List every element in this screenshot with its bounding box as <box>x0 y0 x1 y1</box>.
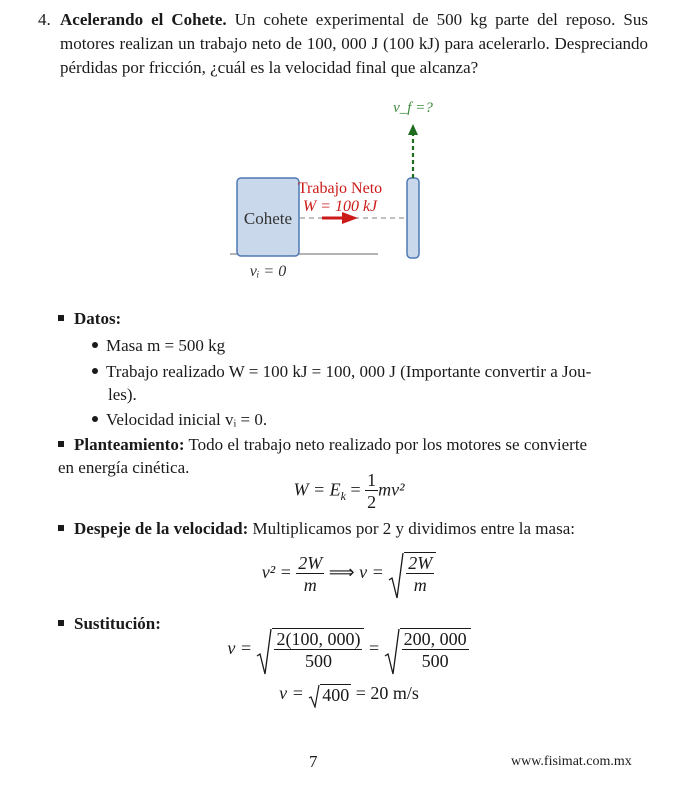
footer-url[interactable]: www.fisimat.com.mx <box>511 754 632 769</box>
square-root <box>308 684 351 706</box>
section-datos <box>58 307 648 330</box>
problem-statement <box>38 8 648 80</box>
eq-lhs: W = E <box>293 479 341 500</box>
datos-item <box>92 408 648 431</box>
section-despeje <box>58 517 648 540</box>
initial-velocity-label: vᵢ = 0 <box>249 263 287 280</box>
radical-sign-icon <box>384 628 400 676</box>
datos-heading: Datos: <box>74 309 122 328</box>
frac-num: 2(100, 000) <box>276 629 361 649</box>
dot-bullet-icon <box>92 368 98 374</box>
final-velocity-arrow-head <box>408 124 418 135</box>
frac-den: m <box>413 575 427 595</box>
fraction-half <box>365 470 378 513</box>
radical-sign-icon <box>256 628 272 676</box>
square-root <box>388 552 436 596</box>
final-position-bar <box>407 178 419 258</box>
equals-sign: = <box>368 638 384 659</box>
square-bullet-icon <box>58 525 64 531</box>
problem-text: Un cohete experimental de 500 kg parte del reposo. Sus motores realizan un trabajo neto de 100, 000 J (100 kJ) para acelerarlo. Despreciando pérdidas por fricción, ¿cuál es la velocidad final que alcanza? <box>60 10 648 77</box>
problem-number: 4. <box>38 10 51 29</box>
despeje-lhs: v² = <box>261 562 297 583</box>
radical-sign-icon <box>388 552 404 600</box>
frac-den: m <box>303 574 317 595</box>
frac-num: 200, 000 <box>403 629 467 649</box>
square-bullet-icon <box>58 315 64 321</box>
fraction-2w-m <box>296 553 324 596</box>
planteamiento-heading: Planteamiento: <box>74 435 185 454</box>
implies-symbol: ⟹ <box>328 562 360 583</box>
eq-sign: = <box>345 479 366 500</box>
radical-sign-icon <box>308 684 320 708</box>
despeje-heading: Despeje de la velocidad: <box>74 519 249 538</box>
sustitucion-heading: Sustitución: <box>74 614 161 633</box>
despeje-rhs: v = <box>359 562 389 583</box>
planteamiento-text: Todo el trabajo neto realizado por los motores se convierte <box>188 435 588 454</box>
datos-item-mass: Masa m = 500 kg <box>106 336 226 355</box>
substitution-equation <box>0 628 698 672</box>
frac-num: 2W <box>408 553 433 573</box>
frac-num: 1 <box>367 470 377 490</box>
subst-lhs: v = <box>227 638 257 659</box>
rocket-diagram <box>220 90 460 290</box>
frac-num: 2W <box>298 552 323 573</box>
result-lhs: v = <box>279 683 309 703</box>
eq-tail: mv² <box>378 479 405 500</box>
frac-den: 2 <box>367 492 377 512</box>
result-equation <box>0 683 698 706</box>
datos-item-work: Trabajo realizado W = 100 kJ = 100, 000 J (Importante convertir a Jou- <box>106 362 592 381</box>
square-bullet-icon <box>58 620 64 626</box>
velocity-solve-equation <box>0 552 698 596</box>
square-root <box>256 628 364 672</box>
dot-bullet-icon <box>92 416 98 422</box>
datos-item <box>92 334 648 357</box>
datos-item <box>92 360 648 406</box>
work-label-line2: W = 100 kJ <box>302 198 378 215</box>
kinetic-energy-equation <box>0 470 698 513</box>
despeje-text: Multiplicamos por 2 y dividimos entre la masa: <box>252 519 575 538</box>
eq-sub: k <box>340 489 346 504</box>
frac-den: 500 <box>304 651 332 671</box>
datos-item-work-cont: les). <box>108 385 137 404</box>
rocket-label: Cohete <box>243 209 293 228</box>
square-bullet-icon <box>58 441 64 447</box>
work-label-line1: Trabajo Neto <box>297 180 383 197</box>
datos-item-initial-velocity: Velocidad inicial vᵢ = 0. <box>106 410 268 429</box>
dot-bullet-icon <box>92 342 98 348</box>
page-number: 7 <box>309 752 318 771</box>
problem-title: Acelerando el Cohete. <box>60 10 227 29</box>
planteamiento-text-cont: en energía cinética. <box>58 458 190 477</box>
frac-den: 500 <box>421 651 449 671</box>
root-value: 400 <box>322 684 350 705</box>
final-velocity-label: v_f =? <box>393 100 433 116</box>
square-root <box>384 628 471 672</box>
result-value: = 20 m/s <box>351 683 419 703</box>
